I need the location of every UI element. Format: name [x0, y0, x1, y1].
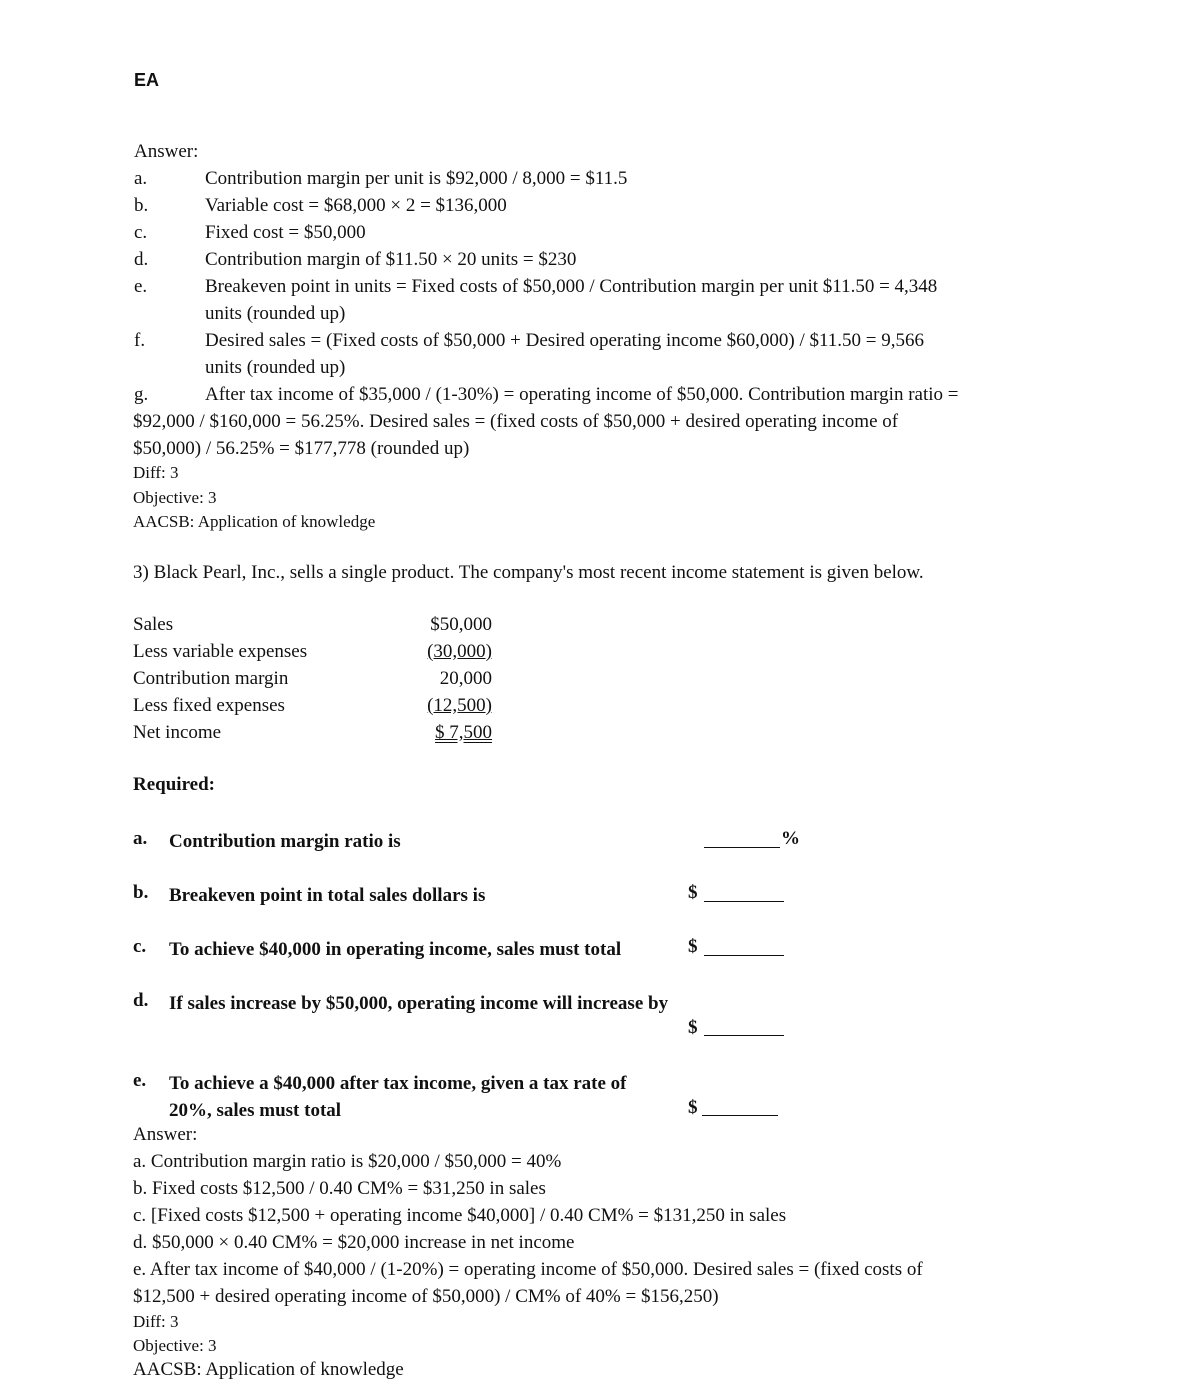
required-text-e: To achieve a $40,000 after tax income, given a tax rate of 20%, sales must total	[169, 1073, 627, 1121]
prev-answer-objective: Objective: 3	[133, 488, 217, 507]
prev-answer-item-d: Contribution margin of $11.50 × 20 units = $230	[205, 249, 577, 270]
percent-sign: %	[781, 828, 800, 849]
prev-answer-item-f-line2: units (rounded up)	[205, 357, 346, 378]
answer-diff: Diff: 3	[133, 1312, 179, 1331]
answer-line-a: a. Contribution margin ratio is $20,000 / $50,000 = 40%	[133, 1151, 562, 1172]
prev-answer-letter-e: e.	[134, 276, 148, 297]
prev-answer-item-b: Variable cost = $68,000 × 2 = $136,000	[205, 195, 507, 216]
dollar-sign: $	[688, 882, 698, 903]
statement-value: $ 7,500	[435, 722, 492, 743]
prev-answer-letter-b: b.	[134, 195, 149, 216]
answer-blank-e[interactable]	[702, 1115, 778, 1116]
required-label: Required:	[133, 774, 215, 795]
prev-answer-g-line2: $92,000 / $160,000 = 56.25%. Desired sales = (fixed costs of $50,000 + desired operating income of	[133, 411, 899, 432]
required-text-b: Breakeven point in total sales dollars is	[169, 885, 486, 906]
answer-aacsb: AACSB: Application of knowledge	[133, 1359, 404, 1380]
statement-label: Contribution margin	[133, 668, 289, 689]
required-letter-b: b.	[133, 882, 149, 903]
statement-label: Sales	[133, 614, 174, 635]
prev-answer-letter-d: d.	[134, 249, 149, 270]
dollar-sign: $	[688, 936, 698, 957]
statement-value: 20,000	[439, 668, 492, 689]
answer-line-c: c. [Fixed costs $12,500 + operating income $40,000] / 0.40 CM% = $131,250 in sales	[133, 1205, 787, 1226]
prev-answer-letter-g: g.	[134, 384, 149, 405]
answer-label: Answer:	[133, 1124, 198, 1145]
prev-answer-diff: Diff: 3	[133, 463, 179, 482]
dollar-sign: $	[688, 1097, 698, 1118]
prev-answer-label: Answer:	[134, 141, 199, 162]
prev-answer-letter-f: f.	[134, 330, 146, 351]
required-text-a: Contribution margin ratio is	[169, 831, 401, 852]
statement-value: $50,000	[430, 614, 492, 635]
answer-blank-b[interactable]	[704, 901, 784, 902]
statement-value: (30,000)	[427, 641, 492, 662]
dollar-sign: $	[688, 1017, 698, 1038]
required-text-d: If sales increase by $50,000, operating income will increase by	[169, 993, 669, 1014]
answer-objective: Objective: 3	[133, 1336, 217, 1355]
prev-answer-letter-a: a.	[134, 168, 148, 189]
statement-value: (12,500)	[427, 695, 492, 716]
prev-answer-g-line1: After tax income of $35,000 / (1-30%) = operating income of $50,000. Contribution margin ratio =	[205, 384, 959, 405]
prev-answer-aacsb: AACSB: Application of knowledge	[133, 512, 376, 531]
answer-blank-c[interactable]	[704, 955, 784, 956]
prev-answer-item-f-line1: Desired sales = (Fixed costs of $50,000 + Desired operating income $60,000) / $11.50 = 9,566	[205, 330, 925, 351]
answer-blank-d[interactable]	[704, 1035, 784, 1036]
prev-answer-item-c: Fixed cost = $50,000	[205, 222, 366, 243]
prev-answer-letter-c: c.	[134, 222, 148, 243]
prev-answer-item-e-line2: units (rounded up)	[205, 303, 346, 324]
prev-answer-item-e-line1: Breakeven point in units = Fixed costs of $50,000 / Contribution margin per unit $11.50 = 4,348	[205, 276, 938, 297]
required-letter-e: e.	[133, 1070, 147, 1091]
answer-line-d: d. $50,000 × 0.40 CM% = $20,000 increase in net income	[133, 1232, 575, 1253]
question-text: 3) Black Pearl, Inc., sells a single product. The company's most recent income statement is given below.	[133, 562, 924, 583]
answer-blank-a[interactable]	[704, 847, 780, 848]
required-letter-d: d.	[133, 990, 149, 1011]
required-text-c: To achieve $40,000 in operating income, sales must total	[169, 939, 622, 960]
required-letter-a: a.	[133, 828, 148, 849]
answer-line-e1: e. After tax income of $40,000 / (1-20%) = operating income of $50,000. Desired sales = (fixed costs of	[133, 1259, 923, 1280]
prev-answer-item-a: Contribution margin per unit is $92,000 / 8,000 = $11.5	[205, 168, 628, 189]
answer-line-e2: $12,500 + desired operating income of $50,000) / CM% of 40% = $156,250)	[133, 1286, 719, 1307]
required-letter-c: c.	[133, 936, 147, 957]
statement-label: Less fixed expenses	[133, 695, 285, 716]
prev-answer-g-line3: $50,000) / 56.25% = $177,778 (rounded up)	[133, 438, 470, 459]
page-header-code: EA	[134, 70, 160, 90]
statement-label: Less variable expenses	[133, 641, 308, 662]
statement-label: Net income	[133, 722, 222, 743]
answer-line-b: b. Fixed costs $12,500 / 0.40 CM% = $31,250 in sales	[133, 1178, 546, 1199]
